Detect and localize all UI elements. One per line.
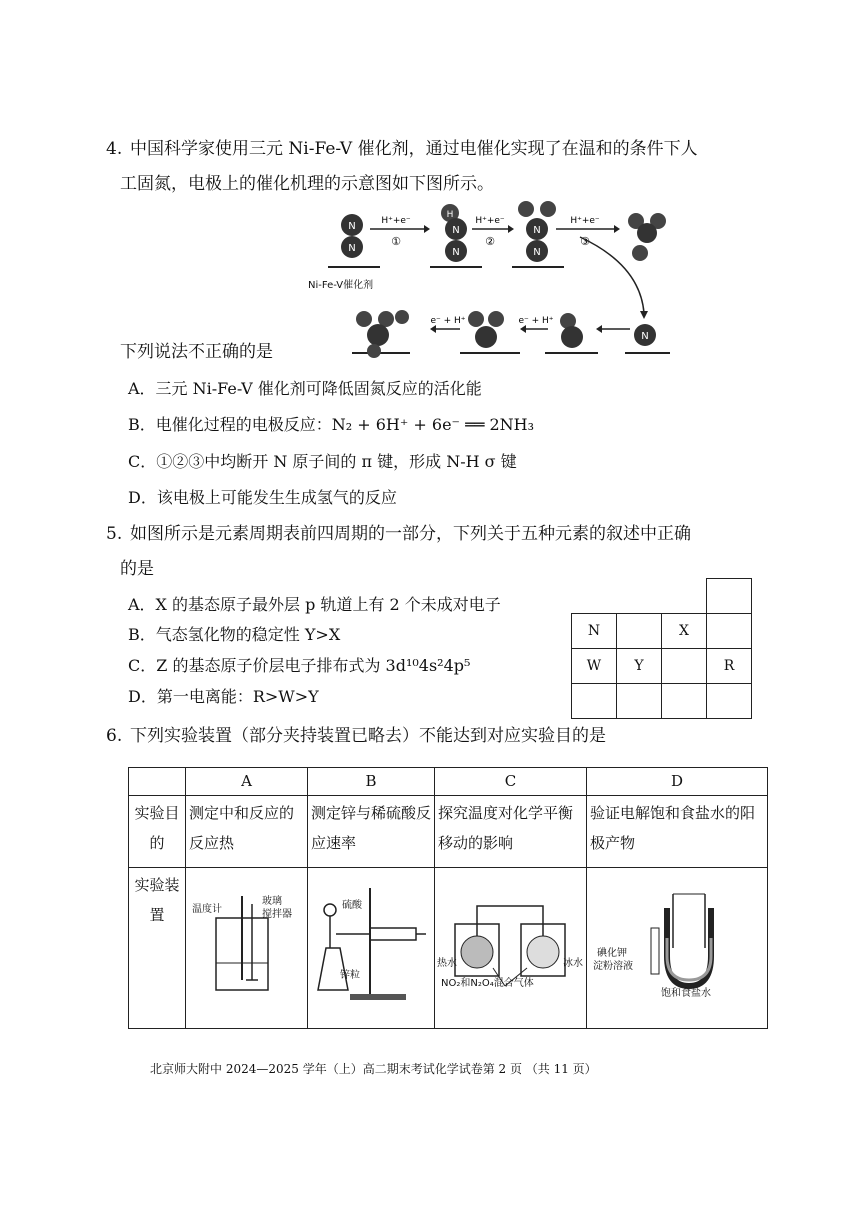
label-acid: 硫酸 [342, 900, 362, 911]
lower-reagent-2: e⁻ + H⁺ [430, 316, 466, 326]
svg-text:N: N [533, 225, 541, 236]
label-brine: 饱和食盐水 [661, 988, 711, 999]
purpose-c: 探究温度对化学平衡移动的影响 [435, 796, 587, 868]
q4-stem-line2: 工固氮，电极上的催化机理的示意图如下图所示。 [120, 174, 494, 194]
q4-option-c: C．①②③中均断开 N 原子间的 π 键，形成 N-H σ 键 [128, 452, 517, 471]
calorimeter-apparatus [186, 868, 301, 1018]
label-stirrer-1: 玻璃 [262, 896, 282, 907]
col-d: D [587, 768, 768, 796]
q4-number: 4. [106, 139, 123, 159]
col-a: A [186, 768, 308, 796]
q5-option-b: B．气态氢化物的稳定性 Y>X [128, 625, 341, 644]
catalyst-label: Ni-Fe-V催化剂 [308, 280, 374, 291]
q4-option-a: A．三元 Ni-Fe-V 催化剂可降低固氮反应的活化能 [128, 379, 482, 398]
q5-stem-line1: 如图所示是元素周期表前四周期的一部分，下列关于五种元素的叙述中正确 [130, 524, 691, 544]
periodic-table-fragment [571, 578, 752, 719]
label-gas-mixture: NO₂和N₂O₄混合气体 [441, 978, 534, 989]
svg-text:N: N [452, 247, 460, 258]
label-ki-1: 碘化钾 [597, 948, 627, 959]
q4-option-d: D．该电极上可能发生生成氢气的反应 [128, 488, 397, 507]
q5-stem-line2: 的是 [120, 559, 154, 579]
svg-text:N: N [348, 221, 356, 232]
equilibrium-apparatus [435, 868, 580, 1018]
q5-option-c: C．Z 的基态原子价层电子排布式为 3d¹⁰4s²4p⁵ [128, 656, 471, 675]
q5-number: 5. [106, 524, 123, 544]
label-stirrer-2: 搅拌器 [262, 909, 292, 920]
purpose-a: 测定中和反应的反应热 [186, 796, 308, 868]
cell-x: X [662, 614, 707, 649]
step1-label: ① [391, 235, 401, 248]
svg-text:N: N [641, 331, 649, 342]
col-b: B [308, 768, 435, 796]
q4-option-b: B．电催化过程的电极反应：N₂ + 6H⁺ + 6e⁻ ══ 2NH₃ [128, 415, 534, 434]
label-thermometer: 温度计 [192, 904, 222, 915]
row-apparatus-label: 实验装置 [129, 868, 186, 1029]
svg-text:N: N [452, 225, 460, 236]
cell-y: Y [617, 649, 662, 684]
purpose-d: 验证电解饱和食盐水的阳极产物 [587, 796, 768, 868]
step3-label: ③ [580, 235, 590, 248]
svg-text:H: H [446, 210, 454, 220]
step2-reagent: H⁺+e⁻ [475, 216, 505, 226]
page-footer: 北京师大附中 2024—2025 学年（上）高二期末考试化学试卷第 2 页 （共 11 页） [150, 1062, 597, 1076]
q6-number: 6. [106, 726, 123, 746]
purpose-b: 测定锌与稀硫酸反应速率 [308, 796, 435, 868]
svg-text:N: N [348, 243, 356, 254]
svg-text:N: N [533, 247, 541, 258]
label-zinc: 锌粒 [340, 970, 360, 981]
q4-stem-line1: 中国科学家使用三元 Ni-Fe-V 催化剂，通过电催化实现了在温和的条件下人 [130, 139, 698, 159]
cell-r: R [707, 649, 752, 684]
cell-n: N [572, 614, 617, 649]
col-c: C [435, 768, 587, 796]
q4-prompt: 下列说法不正确的是 [120, 342, 273, 362]
experiment-table [128, 767, 768, 1029]
step1-reagent: H⁺+e⁻ [381, 216, 411, 226]
step2-label: ② [485, 235, 495, 248]
label-hot-water: 热水 [437, 958, 457, 969]
lower-reagent-1: e⁻ + H⁺ [518, 316, 554, 326]
cell-w: W [572, 649, 617, 684]
q5-option-a: A．X 的基态原子最外层 p 轨道上有 2 个未成对电子 [128, 595, 501, 614]
row-purpose-label: 实验目的 [129, 796, 186, 868]
label-ice-water: 冰水 [563, 958, 583, 969]
q6-stem: 下列实验装置（部分夹持装置已略去）不能达到对应实验目的是 [130, 726, 606, 746]
step3-reagent: H⁺+e⁻ [570, 216, 600, 226]
label-ki-2: 淀粉溶液 [593, 961, 633, 972]
q5-option-d: D．第一电离能：R>W>Y [128, 687, 319, 706]
reaction-rate-apparatus [308, 868, 428, 1018]
